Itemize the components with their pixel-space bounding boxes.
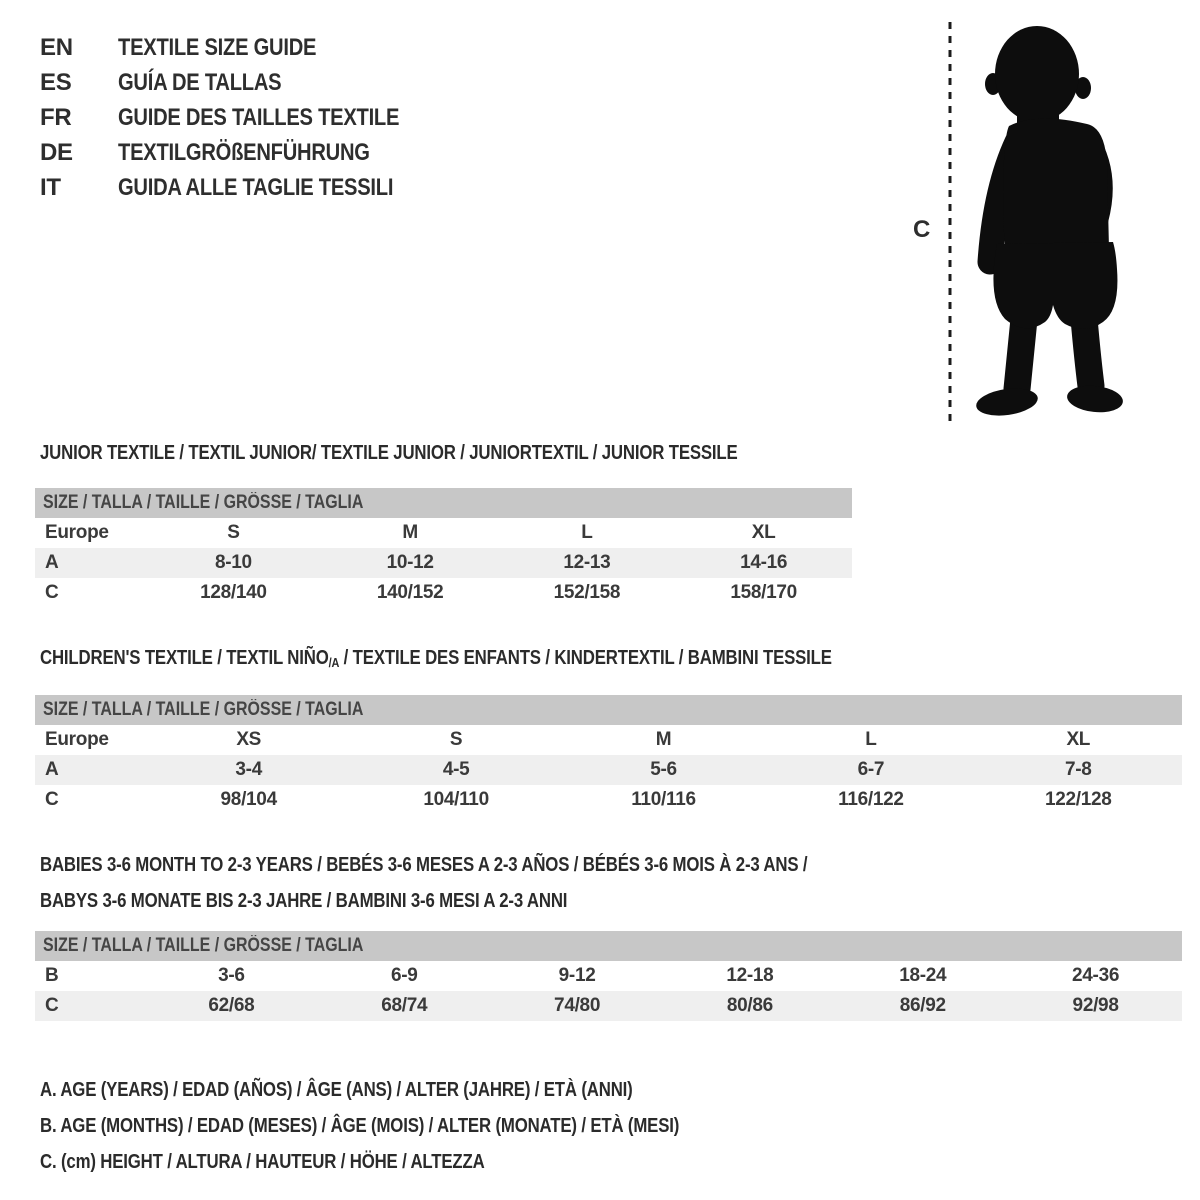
table-row: [35, 548, 852, 578]
babies-size-header-bar: SIZE / TALLA / TAILLE / GRÖSSE / TAGLIA: [35, 931, 1182, 961]
cell: 12-18: [726, 965, 774, 986]
cell: M: [402, 522, 418, 543]
cell: XL: [1066, 729, 1091, 750]
babies-section-title: BABIES 3-6 MONTH TO 2-3 YEARS / BEBÉS 3-6 MESES A 2-3 AÑOS / BÉBÉS 3-6 MOIS À 2-3 ANS / BABYS 3-6 MONATE BIS 2-3 JAHRE / BAMBINI 3-6 MESI A 2-3 ANNI: [40, 854, 808, 912]
cell: 3-4: [235, 759, 262, 780]
cell: 5-6: [650, 759, 677, 780]
cell: 24-36: [1072, 965, 1120, 986]
cell: 18-24: [899, 965, 947, 986]
nino-a-subscript: /A: [328, 655, 340, 670]
cell: S: [227, 522, 240, 543]
language-row: [40, 30, 453, 65]
children-section-title: CHILDREN'S TEXTILE / TEXTIL NIÑO/A / TEXTILE DES ENFANTS / KINDERTEXTIL / BAMBINI TESSILE: [40, 647, 832, 670]
cell: L: [581, 522, 593, 543]
row-label: A: [45, 759, 59, 780]
table-row: [35, 755, 1182, 785]
language-label: TEXTILE SIZE GUIDE: [118, 34, 317, 61]
table-row: [35, 991, 1182, 1021]
language-row: [40, 100, 453, 135]
children-size-header-bar: SIZE / TALLA / TAILLE / GRÖSSE / TAGLIA: [35, 695, 1182, 725]
row-label: C: [45, 995, 59, 1016]
cell: 128/140: [200, 582, 267, 603]
cell: 7-8: [1065, 759, 1092, 780]
section-babies: [0, 847, 1200, 1021]
table-row: [35, 961, 1182, 991]
language-code: DE: [40, 139, 73, 166]
junior-size-header-bar: SIZE / TALLA / TAILLE / GRÖSSE / TAGLIA: [35, 488, 852, 518]
cell: 110/116: [631, 789, 696, 810]
language-label: GUIDA ALLE TAGLIE TESSILI: [118, 174, 394, 201]
language-label: TEXTILGRÖßENFÜHRUNG: [118, 139, 370, 166]
section-children: [0, 645, 1200, 815]
cell: 6-7: [857, 759, 885, 780]
header-area: [0, 0, 1200, 430]
row-label: Europe: [45, 729, 109, 750]
height-dashed-line-icon: [947, 22, 953, 426]
cell: 14-16: [740, 552, 788, 573]
cell: 9-12: [558, 965, 596, 986]
legend-line-a: A. AGE (YEARS) / EDAD (AÑOS) / ÂGE (ANS) / ALTER (JAHRE) / ETÀ (ANNI): [40, 1079, 633, 1101]
section-junior: [0, 440, 1200, 608]
table-row: [35, 518, 852, 548]
language-label: GUIDE DES TAILLES TEXTILE: [118, 104, 400, 131]
cell: 3-6: [218, 965, 245, 986]
cell: L: [865, 729, 877, 750]
cell: XS: [236, 729, 262, 750]
cell: 12-13: [563, 552, 611, 573]
height-measure-figure: [905, 14, 1165, 424]
language-row: [40, 135, 453, 170]
cell: 4-5: [442, 759, 470, 780]
cell: 8-10: [214, 552, 252, 573]
cell: 152/158: [553, 582, 621, 603]
babies-size-table: [35, 961, 1182, 1021]
row-label: Europe: [45, 522, 109, 543]
cell: 6-9: [390, 965, 418, 986]
cell: 92/98: [1072, 995, 1119, 1016]
table-row: [35, 578, 852, 608]
legend: [40, 1072, 1200, 1180]
legend-line-c: C. (cm) HEIGHT / ALTURA / HAUTEUR / HÖHE / ALTEZZA: [40, 1151, 485, 1173]
row-label: B: [45, 965, 59, 986]
language-list: [40, 30, 453, 205]
row-label: C: [45, 789, 59, 810]
cell: 10-12: [386, 552, 434, 573]
table-row: [35, 785, 1182, 815]
cell: 140/152: [376, 582, 444, 603]
children-size-table: [35, 725, 1182, 815]
row-label: C: [45, 582, 59, 603]
measure-c-label: C: [913, 216, 931, 243]
cell: 104/110: [423, 789, 489, 810]
cell: M: [655, 729, 672, 750]
language-row: [40, 65, 453, 100]
cell: S: [449, 729, 463, 750]
cell: 80/86: [726, 995, 773, 1016]
cell: XL: [751, 522, 776, 543]
language-code: FR: [40, 104, 72, 131]
cell: 86/92: [899, 995, 946, 1016]
cell: 98/104: [220, 789, 277, 810]
cell: 158/170: [730, 582, 797, 603]
cell: 62/68: [208, 995, 255, 1016]
language-code: ES: [40, 69, 72, 96]
table-row: [35, 725, 1182, 755]
cell: 116/122: [838, 789, 904, 810]
junior-size-table: [35, 518, 852, 608]
row-label: A: [45, 552, 59, 573]
language-row: [40, 170, 453, 205]
cell: 122/128: [1044, 789, 1112, 810]
junior-section-title: JUNIOR TEXTILE / TEXTIL JUNIOR/ TEXTILE JUNIOR / JUNIORTEXTIL / JUNIOR TESSILE: [40, 442, 738, 464]
cell: 68/74: [381, 995, 428, 1016]
legend-line-b: B. AGE (MONTHS) / EDAD (MESES) / ÂGE (MOIS) / ALTER (MONATE) / ETÀ (MESI): [40, 1115, 680, 1137]
toddler-silhouette-icon: [967, 24, 1142, 424]
language-code: EN: [40, 34, 73, 61]
language-code: IT: [40, 174, 61, 201]
language-label: GUÍA DE TALLAS: [118, 69, 282, 96]
cell: 74/80: [554, 995, 601, 1016]
